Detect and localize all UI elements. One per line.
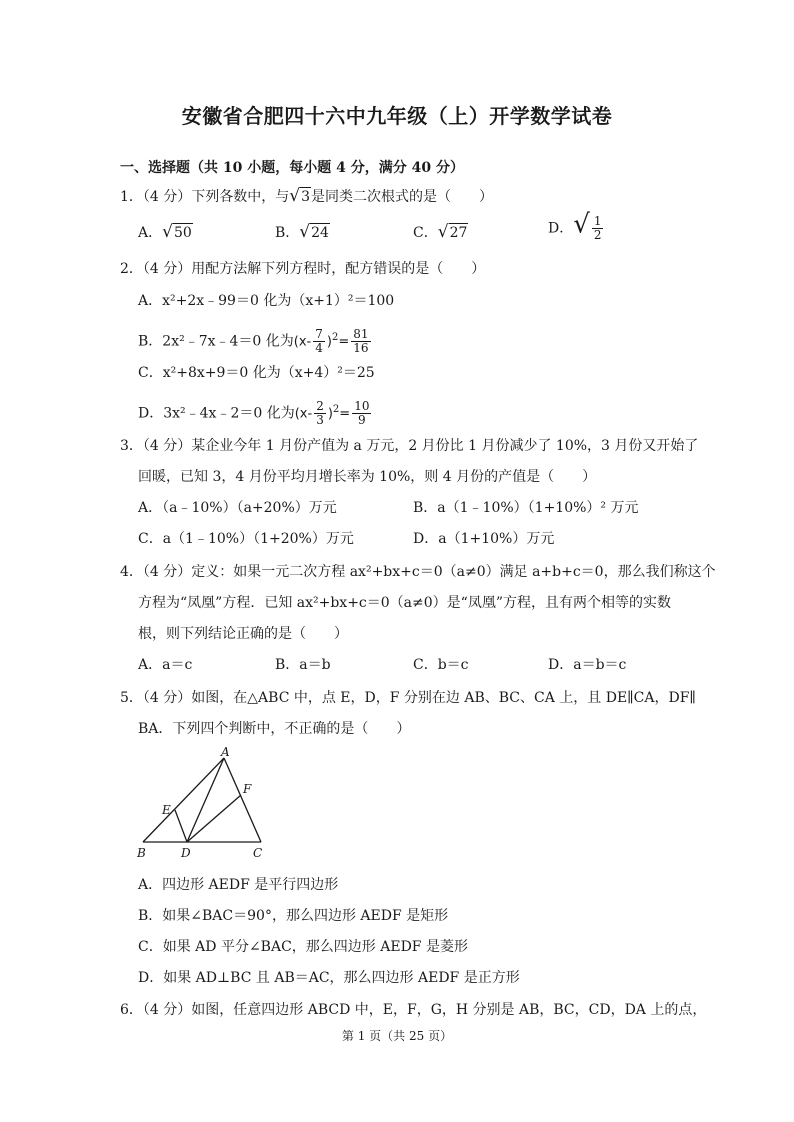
segment-de <box>175 810 187 842</box>
question-4-option-b: B．a＝b <box>275 657 331 673</box>
question-1-text-a: 1．（4 分）下列各数中，与 <box>120 189 290 205</box>
question-4-line-3: 根，则下列结论正确的是（ ） <box>138 626 348 642</box>
denominator: 4 <box>315 341 323 355</box>
label-b: B <box>137 846 146 860</box>
fraction <box>351 328 370 355</box>
label-e: E <box>162 803 171 817</box>
question-2-option-b <box>138 328 373 355</box>
question-1-stem <box>120 187 493 206</box>
option-label: B． <box>275 225 300 241</box>
label-c: C <box>253 846 263 860</box>
question-2-option-d <box>138 400 373 427</box>
numerator: 81 <box>353 327 369 341</box>
equals: = <box>339 406 351 422</box>
fraction <box>352 400 371 427</box>
section-heading: 一、选择题（共 10 小题，每小题 4 分，满分 40 分） <box>120 160 464 176</box>
expr: (x- <box>293 334 312 350</box>
expr: (x- <box>294 406 313 422</box>
fraction <box>314 400 326 427</box>
question-2-stem: 2．（4 分）用配方法解下列方程时，配方错误的是（ ） <box>120 261 486 277</box>
exponent: 2 <box>332 403 340 415</box>
radicand: 3 <box>301 189 311 205</box>
page-title: 安徽省合肥四十六中九年级（上）开学数学试卷 <box>181 104 613 128</box>
question-3-option-a: A．（a﹣10%）（a+20%）万元 <box>138 500 337 516</box>
option-label: D． <box>548 220 574 237</box>
denominator: 16 <box>353 341 369 355</box>
question-6-line-1: 6．（4 分）如图，任意四边形 ABCD 中，E，F，G，H 分别是 AB，BC，CD，DA 上的点， <box>120 1002 707 1018</box>
radical-icon: √ <box>162 222 173 242</box>
question-3-option-b: B．a（1﹣10%）（1+10%）² 万元 <box>413 500 639 516</box>
question-4-line-2: 方程为“凤凰”方程．已知 ax²+bx+c＝0（a≠0）是“凤凰”方程，且有两个相等的实数 <box>138 595 671 611</box>
question-4-option-d: D．a＝b＝c <box>548 657 627 673</box>
question-1-option-d <box>548 209 605 242</box>
fraction <box>313 328 325 355</box>
question-5-line-1: 5．（4 分）如图，在△ABC 中，点 E，D，F 分别在边 AB、BC、CA 上，且 DE∥CA，DF∥ <box>120 690 696 706</box>
question-1-option-a <box>138 223 193 242</box>
question-3-line-1: 3．（4 分）某企业今年 1 月份产值为 a 万元，2 月份比 1 月份减少了 10%，3 月份又开始了 <box>120 438 699 454</box>
radicand: 50 <box>173 225 192 241</box>
label-f: F <box>243 782 252 796</box>
expr: ) <box>327 406 333 422</box>
segment-df <box>187 795 241 842</box>
option-label: A． <box>138 225 163 241</box>
option-text: D．3x²﹣4x﹣2＝0 化为 <box>138 405 295 422</box>
exponent: 2 <box>331 331 339 343</box>
radicand: 27 <box>449 225 468 241</box>
question-1-option-b <box>275 223 330 242</box>
label-a: A <box>221 745 230 759</box>
radical-icon: √ <box>573 209 590 240</box>
triangle-figure <box>135 745 275 865</box>
numerator: 10 <box>354 399 370 413</box>
question-3-option-d: D．a（1+10%）万元 <box>413 531 555 547</box>
question-3-line-2: 回暖，已知 3，4 月份平均月增长率为 10%，则 4 月份的产值是（ ） <box>138 469 597 485</box>
question-4-option-c: C．b＝c <box>413 657 469 673</box>
numerator: 7 <box>315 327 323 341</box>
numerator: 1 <box>593 214 602 228</box>
page-footer: 第 1 页（共 25 页） <box>341 1029 453 1043</box>
question-4-line-1: 4．（4 分）定义：如果一元二次方程 ax²+bx+c＝0（a≠0）满足 a+b+c＝0，那么我们称这个 <box>120 564 716 580</box>
question-5-option-a: A．四边形 AEDF 是平行四边形 <box>138 877 339 893</box>
question-1-option-c <box>413 223 468 242</box>
question-5-line-2: BA．下列四个判断中，不正确的是（ ） <box>138 721 411 737</box>
segment-ad <box>187 758 224 842</box>
option-label: C． <box>413 225 438 241</box>
fraction <box>592 215 604 242</box>
segment-ab <box>143 758 224 842</box>
question-3-option-c: C．a（1﹣10%）（1+20%）万元 <box>138 531 354 547</box>
denominator: 2 <box>593 228 602 242</box>
question-2-option-a: A．x²+2x﹣99＝0 化为（x+1）²＝100 <box>138 293 395 309</box>
option-text: B．2x²﹣7x﹣4＝0 化为 <box>138 333 294 350</box>
question-5-option-d: D．如果 AD⊥BC 且 AB＝AC，那么四边形 AEDF 是正方形 <box>138 970 520 986</box>
question-5-option-c: C．如果 AD 平分∠BAC，那么四边形 AEDF 是菱形 <box>138 939 468 955</box>
denominator: 3 <box>316 413 324 427</box>
radical-icon: √ <box>299 222 311 242</box>
radical-icon: √ <box>437 222 449 242</box>
question-2-option-c: C．x²+8x+9＝0 化为（x+4）²＝25 <box>138 365 375 381</box>
question-1-text-b: 是同类二次根式的是（ ） <box>311 189 494 205</box>
radical-icon: √ <box>289 186 301 206</box>
expr: ) <box>326 334 332 350</box>
segment-ac <box>224 758 261 842</box>
question-5-option-b: B．如果∠BAC＝90°，那么四边形 AEDF 是矩形 <box>138 908 449 924</box>
radicand: 24 <box>311 225 329 241</box>
denominator: 9 <box>358 413 366 427</box>
question-4-option-a: A．a＝c <box>138 657 193 673</box>
label-d: D <box>181 846 191 860</box>
equals: = <box>338 334 350 350</box>
numerator: 2 <box>316 399 324 413</box>
